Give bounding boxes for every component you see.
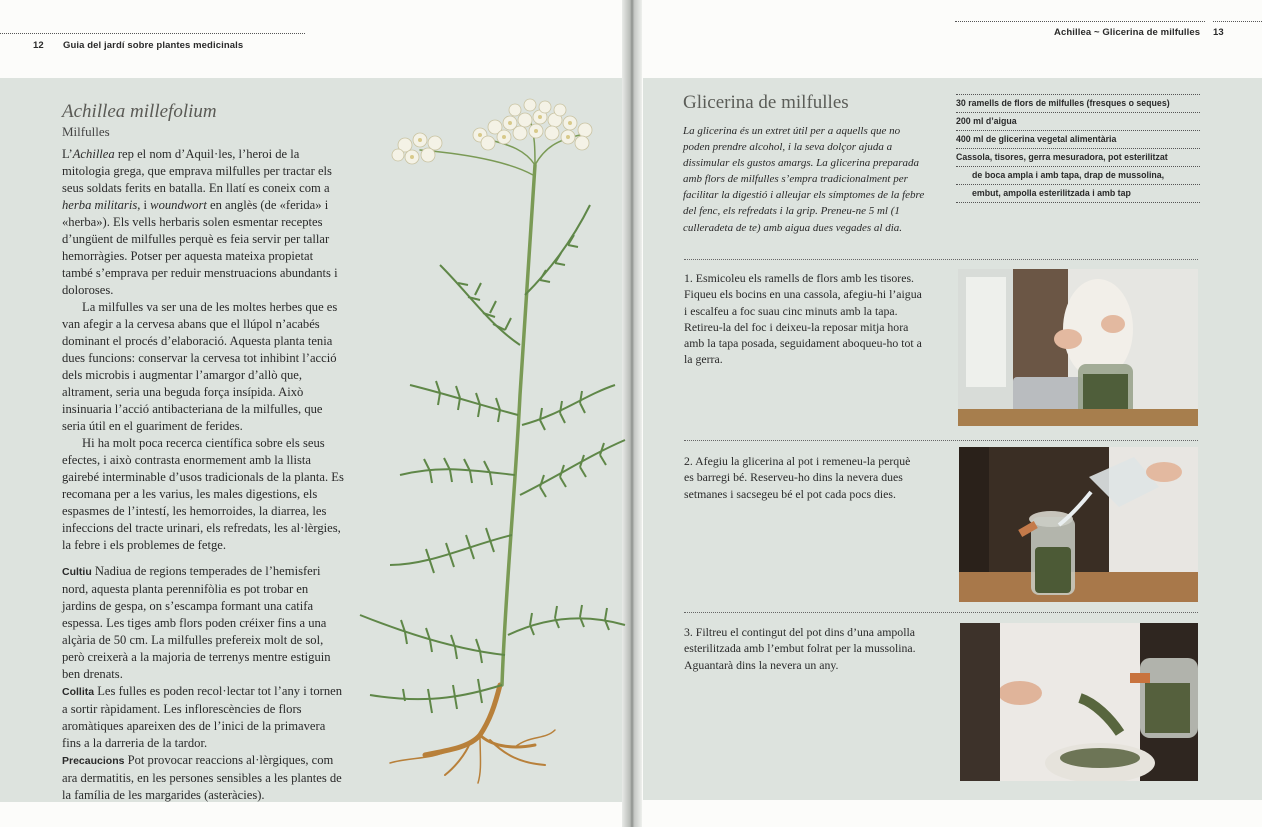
- cultivation-label: Cultiu: [62, 566, 92, 578]
- main-article: [62, 146, 345, 804]
- section-cultivation: [62, 563, 345, 683]
- right-running-head: Achillea ~ Glicerina de milfulles: [1054, 27, 1201, 38]
- equipment-item: de boca ampla i amb tapa, drap de mussolina,: [956, 167, 1200, 185]
- p1-genus: Achillea: [72, 147, 115, 161]
- section-precautions: [62, 752, 345, 804]
- p1-c: rep el nom d’Aquil·les, l’heroi de la mitologia grega, que emprava milfulles per tractar els seus soldats ferits en batalla. En llatí es coneix com a: [62, 147, 332, 195]
- precautions-label: Precaucions: [62, 755, 125, 767]
- step-3-photo: [960, 623, 1198, 781]
- step-divider: [684, 440, 1198, 441]
- equipment-item: Cassola, tisores, gerra mesuradora, pot esterilitzat: [956, 149, 1200, 167]
- recipe-intro: La glicerina és un extret útil per a aquells que no poden prendre alcohol, i la seva dolçor ajuda a dissimular els gustos amargs. La glicerina preparada amb flors de milfulles s’empra tradicionalment per facilitar la digestió i alleujar els símptomes de la febre del fenc, els refredats i la grip. Preneu-ne 5 ml (1 culleradeta de te) amb aigua dues vegades al dia.: [683, 125, 925, 234]
- stem-drawing: [420, 120, 580, 685]
- header-rule-right: [955, 21, 1205, 22]
- paragraph-2: La milfulles va ser una de les moltes herbes que es van afegir a la cervesa abans que el llúpol n’acabés dominant el procés d’elaboració. Aquesta planta tenia dues funcions: conservar la cervesa tot inhibint l’acció dels microbis i augmentar l’amargor d’allò que, altrament, seria una beguda força insípida. Això insinuaria l’acció antibacteriana de la milfulles, que seria útil en el guariment de ferides.: [62, 300, 338, 433]
- header-rule-right-2: [1213, 21, 1262, 22]
- harvest-label: Collita: [62, 686, 95, 698]
- ingredient-item: 30 ramells de flors de milfulles (fresques o seques): [956, 94, 1200, 113]
- ingredient-item: 400 ml de glicerina vegetal alimentària: [956, 131, 1200, 149]
- equipment-item: embut, ampolla esterilitzada i amb tap: [956, 185, 1200, 203]
- ingredient-item: 200 ml d’aigua: [956, 113, 1200, 131]
- harvest-text: Les fulles es poden recol·lectar tot l’any i tornen a sortir ràpidament. Les inflorescències de flors aromàtiques apareixen des de l’inici de la primavera fins a la darreria de la tardor.: [62, 684, 343, 750]
- step-divider: [684, 259, 1198, 260]
- precautions-text: Pot provocar reaccions al·lèrgiques, com ara dermatitis, en les persones sensibles a les plantes de la família de les margarides (asteràcies).: [62, 753, 342, 802]
- common-name: Milfulles: [62, 124, 110, 139]
- p1-e: , i: [137, 198, 151, 212]
- right-page-number: 13: [1213, 27, 1224, 38]
- paragraph-1: [62, 146, 345, 299]
- p1-a: L’: [62, 147, 73, 161]
- p1-latin-name: herba militaris: [62, 198, 138, 212]
- step-divider: [684, 612, 1198, 613]
- cultivation-text: Nadiua de regions temperades de l’hemisferi nord, aquesta planta perennifòlia es pot trobar en jardins de gespa, on s’escampa formant una catifa espessa. Les tiges amb flors poden créixer fins a una alçària de 50 cm. La milfulles prefereix molt de sol, però creixerà a la majoria de terrenys mentre estiguin ben drenats.: [62, 564, 331, 681]
- step-3: 3. Filtreu el contingut del pot dins d’una ampolla esterilitzada amb l’embut folrat per la mussolina. Aguantarà dins la nevera un any.: [684, 625, 916, 672]
- header-rule-left: [0, 33, 305, 34]
- step-1: 1. Esmicoleu els ramells de flors amb les tisores. Fiqueu els bocins en una cassola, afegiu-hi l’aigua i escalfeu a foc suau cinc minuts amb la tapa. Retireu-la del foc i deixeu-la reposar mitja hora amb la tapa posada, seguidament aboqueu-ho tot a la gerra.: [684, 271, 922, 367]
- recipe-title: Glicerina de milfulles: [683, 92, 849, 113]
- paragraph-3: Hi ha molt poca recerca científica sobre els seus efectes, i això contrasta enormement amb la llista gairebé interminable d’usos tradicionals de la planta. Es recomana per a les varius, les males digestions, els espasmes de l’intestí, les hemorroides, la diarrea, les infeccions del tracte urinari, els refredats, les al·lèrgies, la febre i els problemes de fetge.: [62, 436, 344, 552]
- section-harvest: [62, 683, 345, 752]
- ingredients-list: [956, 94, 1200, 203]
- p1-english-name: woundwort: [150, 198, 207, 212]
- flower-clusters: [392, 99, 592, 164]
- step-1-photo: [958, 269, 1198, 426]
- left-running-head: Guia del jardí sobre plantes medicinals: [63, 40, 244, 51]
- step-2-photo: [959, 447, 1198, 602]
- step-2: 2. Afegiu la glicerina al pot i remeneu-la perquè es barregi bé. Reserveu-ho dins la nevera dues setmanes i sacsegeu bé el pot cada pocs dies.: [684, 454, 911, 501]
- yarrow-plant-illustration: [330, 95, 630, 785]
- leaf-drawings: [360, 205, 625, 713]
- p1-g: en anglès (de «ferida» i «herba»). Els vells herbaris solen esmentar receptes d’ungüent de milfulles perquè es feia servir per tallar hemorràgies. Potser per aquesta mateixa propietat també s’emprava per reduir menstruacions abundants i doloroses.: [62, 198, 338, 297]
- species-name: Achillea millefolium: [62, 101, 217, 122]
- left-page-number: 12: [33, 40, 44, 51]
